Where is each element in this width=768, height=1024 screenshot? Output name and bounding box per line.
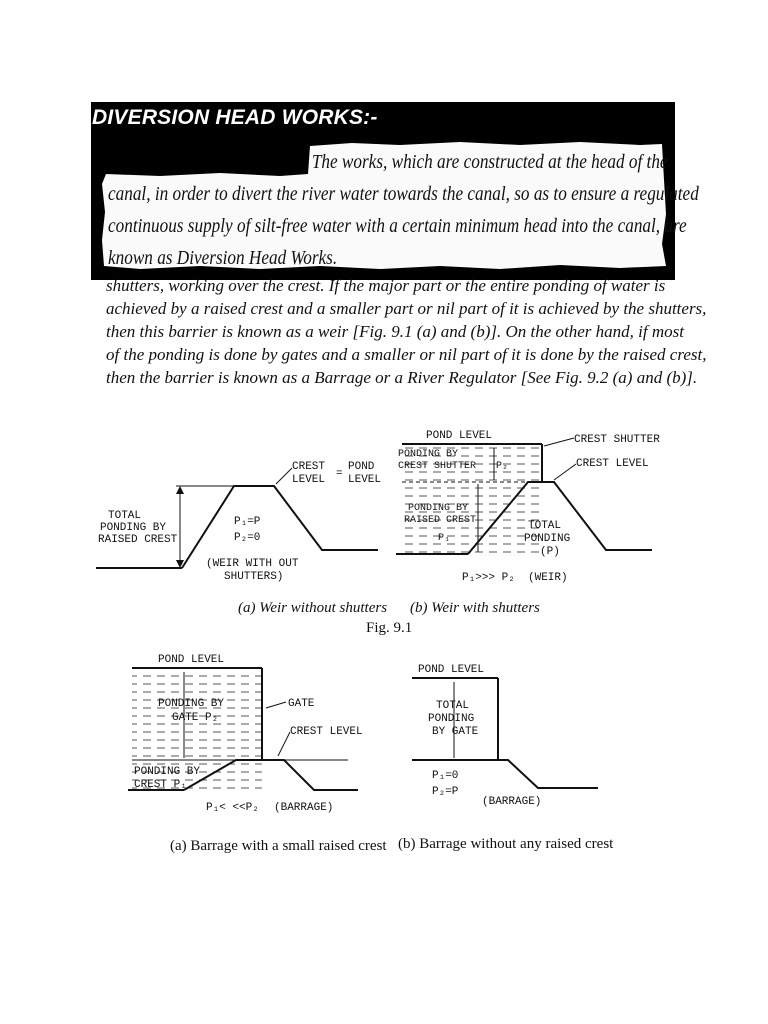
p-label: (P): [540, 546, 560, 558]
caption-barrage-no-crest: (b) Barrage without any raised crest: [398, 836, 614, 852]
body-line: achieved by a raised crest and a smaller part or nil part of it is achieved by the shutters,: [106, 299, 707, 318]
barrage-label: (BARRAGE): [274, 802, 334, 814]
gate-label: GATE: [288, 698, 315, 710]
ponding-by-shutter-2: CREST SHUTTER: [398, 461, 477, 472]
ponding-by-shutter-1: PONDING BY: [398, 449, 459, 460]
weir-label: (WEIR): [528, 572, 568, 584]
total-label: TOTAL: [108, 510, 142, 522]
crest-shutter-label: CREST SHUTTER: [574, 434, 660, 446]
crest-level-label-2: LEVEL: [292, 474, 326, 486]
pond-level-label: POND LEVEL: [418, 664, 485, 676]
barrage-no-crest-diagram: [412, 664, 598, 808]
ponding-by-crest-1: PONDING BY: [134, 766, 201, 778]
pond-level-label: POND LEVEL: [158, 654, 225, 666]
weir-note-2: SHUTTERS): [224, 571, 284, 583]
by-gate-label: BY GATE: [432, 726, 479, 738]
body-paragraph: [106, 274, 706, 389]
p1-label: P₁: [438, 533, 451, 544]
crest-p1-label: CREST P₁: [134, 779, 187, 791]
weir-without-shutters-diagram: [96, 461, 381, 583]
barrage-small-crest-diagram: [128, 654, 363, 814]
p1-eq-p: P₁=P: [234, 516, 261, 528]
ponding-by-crest-1: PONDING BY: [408, 503, 469, 514]
barrage-label: (BARRAGE): [482, 796, 542, 808]
weir-with-shutters-diagram: [396, 430, 660, 584]
body-line: then this barrier is known as a weir [Fig. 9.1 (a) and (b)]. On the other hand, if most: [106, 322, 684, 341]
pond-level-label: POND: [348, 461, 375, 473]
definition-line: The works, which are constructed at the head of the: [311, 151, 668, 173]
crest-level-label: CREST: [292, 461, 326, 473]
pond-level-label: POND LEVEL: [426, 430, 493, 442]
body-line: shutters, working over the crest. If the major part or the entire ponding of water is: [106, 276, 666, 295]
gate-p2-label: GATE P₂: [172, 712, 219, 724]
p1-eq-0: P₁=0: [432, 770, 459, 782]
figure-9-1-diagrams: [96, 420, 676, 598]
crest-level-label: CREST LEVEL: [290, 726, 363, 738]
caption-weir-without-shutters: (a) Weir without shutters: [238, 600, 388, 616]
figure-9-2-diagrams: [128, 648, 674, 830]
ponding-label: PONDING: [428, 713, 475, 725]
p1-much-less-p2: P₁< <<P₂: [206, 802, 259, 814]
definition-line: known as Diversion Head Works.: [108, 247, 338, 269]
definition-line: canal, in order to divert the river water towards the canal, so as to ensure a regulated: [108, 183, 699, 205]
total-label: TOTAL: [436, 700, 470, 712]
crest-level-label: CREST LEVEL: [576, 458, 649, 470]
equals-sign: =: [336, 468, 343, 480]
caption-barrage-small-crest: (a) Barrage with a small raised crest: [170, 838, 387, 854]
body-line: then the barrier is known as a Barrage or a River Regulator [See Fig. 9.2 (a) and (b)].: [106, 368, 698, 387]
caption-weir-with-shutters: (b) Weir with shutters: [410, 600, 540, 616]
p2-eq-p: P₂=P: [432, 786, 459, 798]
definition-line: continuous supply of silt-free water with a certain minimum head into the canal, are: [108, 215, 687, 237]
p1-much-greater-p2: P₁>>> P₂: [462, 572, 515, 584]
total-label: TOTAL: [528, 520, 562, 532]
ponding-by-label: PONDING BY: [100, 522, 167, 534]
p2-eq-0: P₂=0: [234, 532, 261, 544]
page-heading: DIVERSION HEAD WORKS:-: [92, 106, 378, 129]
body-line: of the ponding is done by gates and a smaller or nil part of it is done by the raised crest,: [106, 345, 707, 364]
pond-level-label-2: LEVEL: [348, 474, 382, 486]
definition-text: [108, 146, 699, 274]
ponding-by-gate-1: PONDING BY: [158, 698, 225, 710]
p2-label: P₂: [496, 461, 509, 472]
weir-note-1: (WEIR WITH OUT: [206, 558, 299, 570]
figure-9-1-label: Fig. 9.1: [366, 620, 413, 636]
raised-crest-label: RAISED CREST: [98, 534, 178, 546]
raised-crest-label: RAISED CREST: [404, 515, 477, 526]
ponding-label: PONDING: [524, 533, 571, 545]
